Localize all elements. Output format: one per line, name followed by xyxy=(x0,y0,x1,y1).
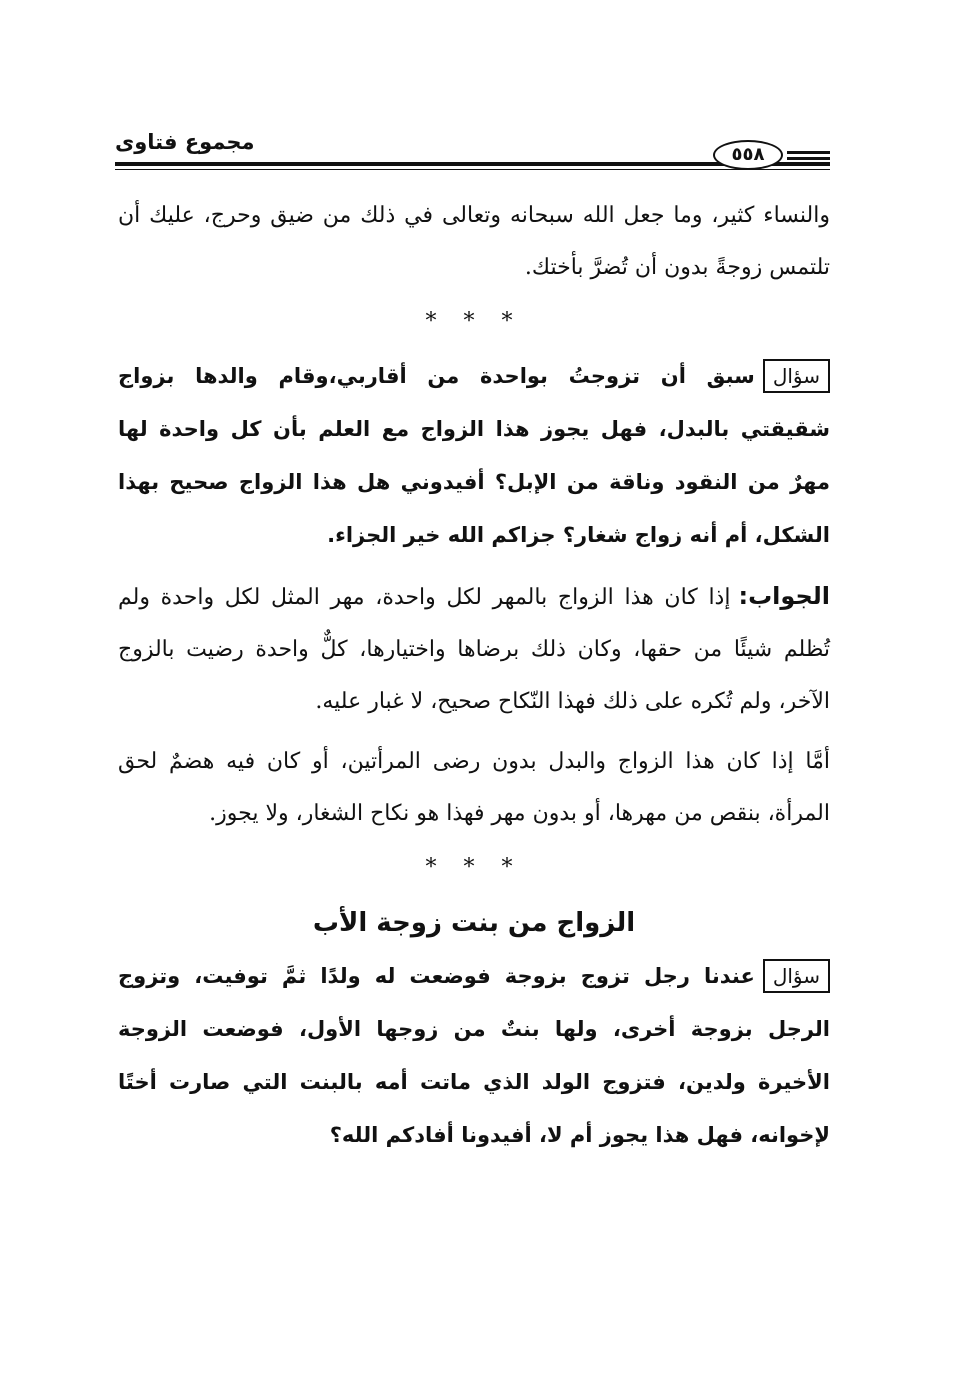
question-2 xyxy=(118,950,830,1162)
question-1 xyxy=(118,350,830,562)
answer-label: الجواب: xyxy=(738,582,830,610)
question-2-text: عندنا رجل تزوج بزوجة فوضعت له ولدًا ثمَّ توفيت، وتزوج الرجل بزوجة أخرى، ولها بنتٌ من زوجها الأول، فوضعت الزوجة الأخيرة ولدين، فتزوج الولد الذي ماتت أمه بالبنت التي صارت أختًا لإخوانه، فهل هذا يجوز أم لا، أفيدونا أفادكم الله؟ xyxy=(118,964,830,1147)
header-rule-ornament xyxy=(787,157,830,160)
section-title: الزواج من بنت زوجة الأب xyxy=(312,908,636,938)
answer-1 xyxy=(118,570,830,728)
page-header xyxy=(115,118,830,178)
book-title: مجموع فتاوى xyxy=(115,130,255,154)
question-1-text: سبق أن تزوجتُ بواحدة من أقاربي،وقام والدها بزواج شقيقتي بالبدل، فهل يجوز هذا الزواج مع العلم بأن كل واحدة لها مهرٌ من النقود وناقة من الإبل؟ أفيدوني هل هذا الزواج صحيح بهذا الشكل، أم أنه زواج شغار؟ جزاكم الله خير الجزاء. xyxy=(118,364,830,547)
intro-paragraph: والنساء كثير، وما جعل الله سبحانه وتعالى في ذلك من ضيق وحرج، عليك أن تلتمس زوجةً بدون أن تُضرَّ بأختك. xyxy=(118,203,830,280)
question-label: سؤال xyxy=(763,359,830,393)
header-rule-thin xyxy=(115,169,830,170)
question-label: سؤال xyxy=(763,959,830,993)
header-rule-ornament xyxy=(787,151,830,154)
page-body xyxy=(118,190,830,1162)
answer-1-text: إذا كان هذا الزواج بالمهر لكل واحدة، مهر المثل لكل واحدة ولم تُظلم شيئًا من حقها، وكان ذلك برضاها واختيارها، كلٌّ واحدة رضيت بالزوج الآخر، ولم تُكره على ذلك فهذا النّكاح صحيح، لا غبار عليه. xyxy=(118,585,831,714)
section-separator: * * * xyxy=(425,309,523,334)
answer-1-continuation: أمَّا إذا كان هذا الزواج والبدل بدون رضى المرأتين، أو كان فيه هضمٌ لحق المرأة، بنقص من مهرها، أو بدون مهر فهذا هو نكاح الشغار، ولا يجوز. xyxy=(118,749,830,826)
section-separator: * * * xyxy=(425,855,523,880)
page-number: ٥٥٨ xyxy=(713,140,783,170)
